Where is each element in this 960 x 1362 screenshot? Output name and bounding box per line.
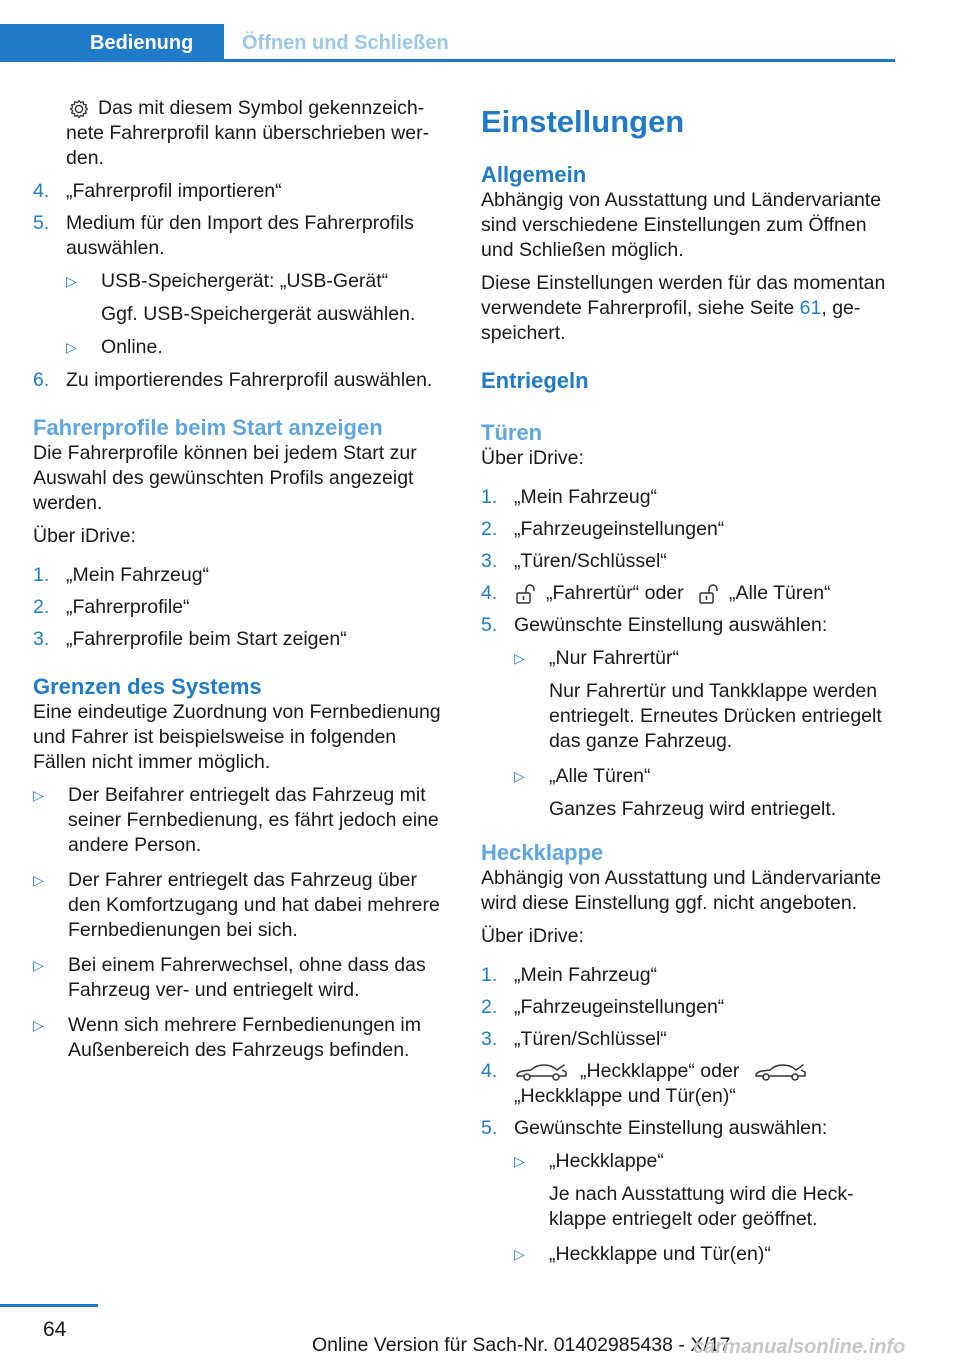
page-number: 64	[43, 1318, 67, 1341]
heading-unlock: Entriegeln	[481, 368, 589, 393]
list-item: ▷ „Heckklappe“ Je nach Ausstattung wird die Heckklappe entriegelt oder geöffnet.	[514, 1150, 854, 1230]
heading-general: Allgemein	[481, 162, 587, 187]
list-item: 5. Medium für den Import des Fahrerprofils auswählen. ▷ USB-Speichergerät: „USB-Gerät“ Ggf. USB-Speichergerät auswählen. ▷ Online.	[33, 211, 453, 360]
triangle-bullet-icon: ▷	[66, 339, 77, 355]
list-item: ▷ Bei einem Fahrerwechsel, ohne dass das Fahrzeug ver- und entriegelt wird.	[33, 954, 426, 1001]
list-item: 2. „Fahrzeugeinstellungen“	[481, 518, 725, 540]
medium-options	[66, 269, 453, 360]
right-column	[481, 98, 901, 1277]
page-header	[0, 24, 895, 62]
unlock-icon	[697, 583, 721, 605]
left-column	[33, 96, 453, 1073]
via-idrive: Über iDrive:	[481, 925, 584, 947]
list-item: 2. „Fahrerprofile“	[33, 596, 190, 618]
list-item: 1. „Mein Fahrzeug“	[481, 486, 658, 508]
page-title: Einstellungen	[481, 104, 685, 139]
trunk-paragraph: Abhängig von Ausstattung und Ländervariante wird diese Einstellung ggf. nicht angeboten.	[481, 867, 882, 914]
triangle-bullet-icon: ▷	[514, 1246, 525, 1262]
via-idrive: Über iDrive:	[33, 525, 136, 547]
list-item: 4. „Fahrertür“ oder „Alle Türen“	[481, 582, 831, 604]
heading-doors: Türen	[481, 420, 543, 445]
general-paragraph-1: Abhängig von Ausstattung und Ländervariante sind verschiedene Einstellungen zum Öffnen und Schließen möglich.	[481, 189, 882, 261]
limits-paragraph: Eine eindeutige Zuordnung von Fernbedienung und Fahrer ist beispielsweise in folgenden Fällen nicht immer möglich.	[33, 701, 441, 773]
online-version-note: Online Version für Sach-Nr. 01402985438 - X/17	[312, 1334, 731, 1356]
watermark: carmanualsonline.info	[693, 1336, 906, 1358]
section-tab	[0, 24, 224, 62]
triangle-bullet-icon: ▷	[514, 650, 525, 666]
list-item: 2. „Fahrzeugeinstellungen“	[481, 996, 725, 1018]
triangle-bullet-icon: ▷	[33, 1017, 44, 1033]
list-item: ▷ „Alle Türen“ Ganzes Fahrzeug wird entriegelt.	[514, 765, 837, 820]
footer-rule	[0, 1304, 98, 1307]
list-item: ▷ Der Beifahrer entriegelt das Fahrzeug mit seiner Fernbedienung, es fährt jedoch eine andere Person.	[33, 784, 439, 856]
start-steps	[33, 563, 453, 652]
intro-paragraph	[33, 96, 453, 171]
triangle-bullet-icon: ▷	[33, 787, 44, 803]
general-paragraph-2: Diese Einstellungen werden für das momentan verwendete Fahrerprofil, siehe Seite 61, gespeichert.	[481, 272, 886, 344]
doors-options	[514, 646, 901, 822]
limits-list	[33, 783, 453, 1063]
triangle-bullet-icon: ▷	[514, 768, 525, 784]
start-paragraph: Die Fahrerprofile können bei jedem Start zur Auswahl des gewünschten Profils angezeigt werden.	[33, 442, 417, 514]
list-item: 1. „Mein Fahrzeug“	[481, 964, 658, 986]
list-item: 3. „Türen/Schlüssel“	[481, 1028, 667, 1050]
section-label: Bedienung	[90, 32, 194, 54]
doors-steps	[481, 485, 901, 822]
via-idrive: Über iDrive:	[481, 447, 584, 469]
list-item: 5. Gewünschte Einstellung auswählen: ▷ „Heckklappe“ Je nach Ausstattung wird die Heckklappe entriegelt oder geöffnet. ▷ „Heckklappe und Tür(en)“	[481, 1116, 901, 1267]
triangle-bullet-icon: ▷	[66, 273, 77, 289]
chapter-tab	[224, 24, 895, 62]
unlock-icon	[514, 583, 538, 605]
page-link[interactable]: 61	[799, 297, 822, 319]
list-item: 5. Gewünschte Einstellung auswählen: ▷ „Nur Fahrertür“ Nur Fahrertür und Tankklappe werden entriegelt. Erneutes Drücken entriegelt das ganze Fahrzeug. ▷ „Alle Türen“ Ganzes Fahrzeug wird entriegelt.	[481, 613, 901, 822]
triangle-bullet-icon: ▷	[514, 1153, 525, 1169]
triangle-bullet-icon: ▷	[33, 957, 44, 973]
heading-start-display: Fahrerprofile beim Start anzeigen	[33, 415, 383, 440]
heading-trunk: Heckklappe	[481, 840, 604, 865]
car-trunk-icon	[753, 1061, 809, 1083]
triangle-bullet-icon: ▷	[33, 872, 44, 888]
list-item: 4. „Fahrerprofil importieren“	[33, 180, 282, 202]
list-item: 3. „Türen/Schlüssel“	[481, 550, 667, 572]
heading-system-limits: Grenzen des Systems	[33, 674, 262, 699]
trunk-steps	[481, 963, 901, 1267]
import-steps	[33, 179, 453, 393]
intro-text: Das mit diesem Symbol gekennzeichnete Fahrerprofil kann überschrieben werden.	[66, 97, 430, 169]
list-item: ▷ Wenn sich mehrere Fernbedienungen im Außenbereich des Fahrzeugs befinden.	[33, 1014, 421, 1061]
list-item: ▷ „Nur Fahrertür“ Nur Fahrertür und Tankklappe werden entriegelt. Erneutes Drücken entriegelt das ganze Fahrzeug.	[514, 647, 882, 752]
list-item: 3. „Fahrerprofile beim Start zeigen“	[33, 628, 347, 650]
gear-icon	[68, 98, 90, 120]
car-trunk-icon	[514, 1061, 570, 1083]
list-item: 6. Zu importierendes Fahrerprofil auswählen.	[33, 369, 433, 391]
list-item: 4. „Heckklappe“ oder „Heckklappe und Tür(en)“	[481, 1059, 901, 1109]
list-item: ▷ „Heckklappe und Tür(en)“	[514, 1243, 771, 1265]
list-item: 1. „Mein Fahrzeug“	[33, 564, 210, 586]
chapter-label: Öffnen und Schließen	[242, 32, 449, 54]
list-item: ▷ Online.	[66, 336, 163, 358]
trunk-options	[514, 1149, 901, 1267]
list-item: ▷ Der Fahrer entriegelt das Fahrzeug über den Komfortzugang und hat dabei mehrere Fernbedienungen bei sich.	[33, 869, 440, 941]
list-item: ▷ USB-Speichergerät: „USB-Gerät“ Ggf. USB-Speichergerät auswählen.	[66, 270, 416, 325]
